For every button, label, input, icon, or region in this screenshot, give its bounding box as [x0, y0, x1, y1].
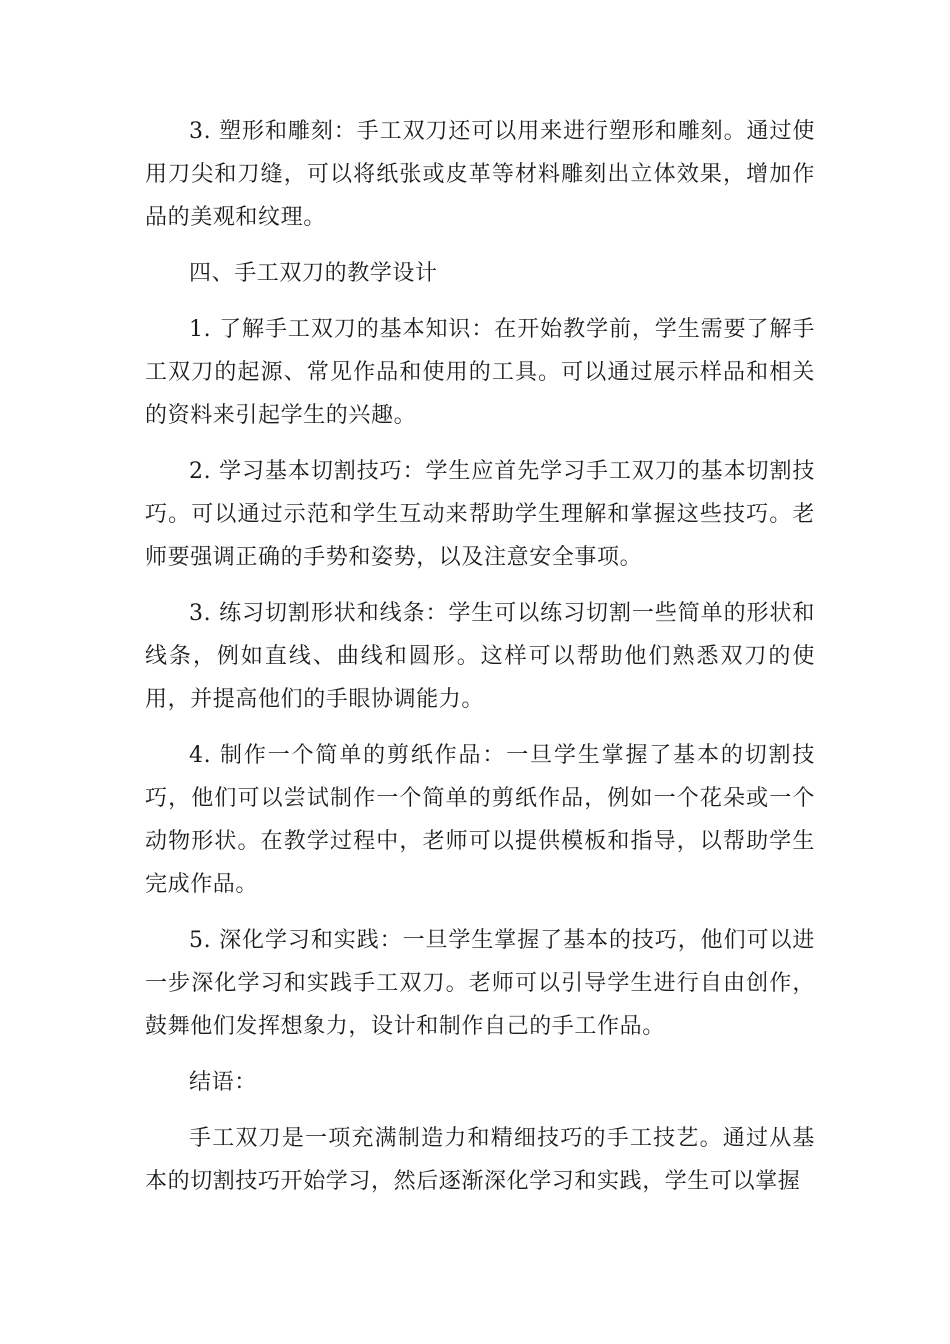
paragraph-practice-shapes: 3. 练习切割形状和线条：学生可以练习切割一些简单的形状和线条，例如直线、曲线和圆形。这样可以帮助他们熟悉双刀的使用，并提高他们的手眼协调能力。 [145, 601, 815, 712]
section-heading-teaching-design: 四、手工双刀的教学设计 [189, 261, 438, 286]
paragraph-conclusion: 手工双刀是一项充满制造力和精细技巧的手工技艺。通过从基本的切割技巧开始学习，然后逐渐深化学习和实践，学生可以掌握 [145, 1126, 815, 1194]
paragraph-deepen-practice: 5. 深化学习和实践：一旦学生掌握了基本的技巧，他们可以进一步深化学习和实践手工双刀。老师可以引导学生进行自由创作，鼓舞他们发挥想象力，设计和制作自己的手工作品。 [145, 928, 815, 1039]
paragraph-cutting-skills: 2. 学习基本切割技巧：学生应首先学习手工双刀的基本切割技巧。可以通过示范和学生互动来帮助学生理解和掌握这些技巧。老师要强调正确的手势和姿势，以及注意安全事项。 [145, 459, 815, 570]
paragraph-shaping-carving: 3. 塑形和雕刻：手工双刀还可以用来进行塑形和雕刻。通过使用刀尖和刀缝，可以将纸张或皮革等材料雕刻出立体效果，增加作品的美观和纹理。 [145, 119, 815, 230]
document-body [145, 110, 815, 1216]
paragraph-basic-knowledge: 1. 了解手工双刀的基本知识：在开始教学前，学生需要了解手工双刀的起源、常见作品和使用的工具。可以通过展示样品和相关的资料来引起学生的兴趣。 [145, 317, 815, 428]
paragraph-papercut-work: 4. 制作一个简单的剪纸作品：一旦学生掌握了基本的切割技巧，他们可以尝试制作一个简单的剪纸作品，例如一个花朵或一个动物形状。在教学过程中，老师可以提供模板和指导，以帮助学生完成作品。 [145, 743, 815, 897]
section-heading-conclusion: 结语： [189, 1070, 257, 1095]
